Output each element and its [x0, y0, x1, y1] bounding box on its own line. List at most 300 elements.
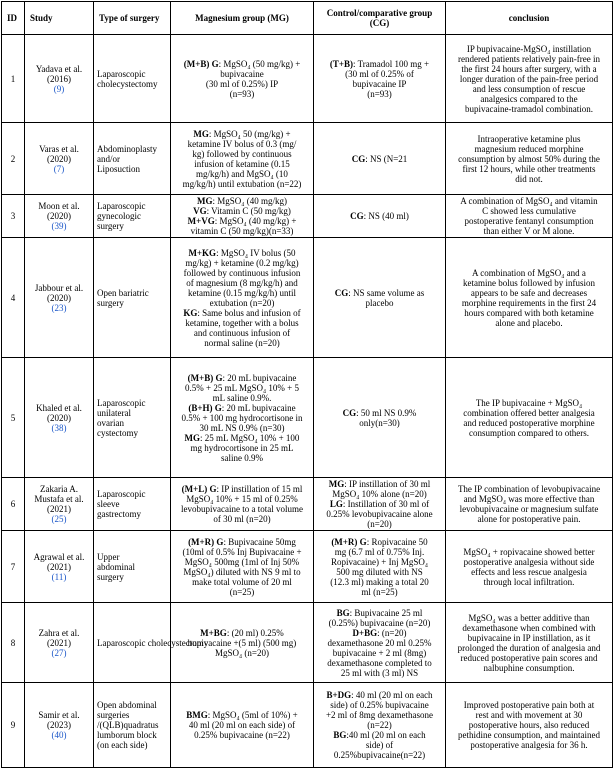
row-control-group [314, 603, 446, 683]
surgery-type-line: surgery [97, 297, 124, 308]
table-row [2, 35, 613, 123]
conclusion-line: postoperative analgesia without side [463, 556, 595, 567]
magnesium-group-line: kg) followed by continuous [192, 148, 292, 159]
row-conclusion [446, 35, 613, 123]
table-row [2, 238, 613, 358]
control-group-line: 25 ml with (3 ml) NS [340, 667, 419, 678]
conclusion-line: The IP combination of levobupivacaine [457, 484, 601, 494]
magnesium-group-line: (M+L) G: IP instillation of 15 ml [181, 484, 303, 494]
row-control-group [314, 123, 446, 195]
magnesium-group-line: bupivacaine [220, 68, 264, 79]
study-reference: (27) [51, 647, 67, 658]
header-control-group: Control/comparative group (CG) [314, 2, 446, 35]
study-year: (2021) (27) [27, 638, 91, 658]
conclusion-line: Improved postoperative pain both at [463, 700, 595, 710]
magnesium-group-line: mg/kg/h) and MgSO₄ (10 [196, 168, 288, 179]
row-id: 1 [2, 35, 25, 123]
control-group-line: CG: 50 ml NS 0.9% [342, 407, 417, 418]
control-group-line: CG: NS same volume as [334, 287, 425, 298]
study-lines [27, 283, 91, 313]
magnesium-group-label: MG [193, 128, 209, 139]
table-row [2, 531, 613, 603]
control-group-label: MG [328, 479, 345, 489]
magnesium-group-line: 40 ml (20 ml on each side) of [188, 720, 296, 730]
header-conclusion: conclusion [446, 2, 613, 35]
surgery-type-line: surgeries [97, 710, 130, 720]
control-group-line: 500 mg diluted with NS [336, 566, 423, 577]
study-lines [27, 628, 91, 658]
magnesium-group-line: infusion of ketamine (0.15 [194, 158, 290, 169]
conclusion-line: effects and less rescue analgesia [471, 566, 587, 577]
row-magnesium-group [171, 603, 314, 683]
control-group-lines [316, 408, 443, 428]
conclusion-line: ketamine bolus followed by infusion [463, 277, 595, 288]
surgery-type-line: Liposuction [97, 163, 140, 174]
surgery-type-lines [97, 288, 168, 308]
conclusion-line: consumption compared to others. [469, 427, 589, 438]
row-surgery-type [94, 683, 171, 768]
conclusion-line: hours compared with both ketamine [464, 307, 594, 318]
control-group-line: bupivacaine + 2 ml (8mg) [332, 647, 427, 658]
row-surgery-type [94, 123, 171, 195]
row-conclusion [446, 603, 613, 683]
row-study [25, 683, 94, 768]
study-name: Zahra et al. [38, 627, 80, 638]
row-surgery-type [94, 358, 171, 478]
magnesium-group-label: M+KG [188, 247, 217, 258]
control-group-label: CG [350, 211, 364, 221]
magnesium-group-line: MgSO₄ (n=20) [215, 647, 269, 658]
control-group-line: (M+R) G: Ropivacaine 50 [331, 536, 428, 547]
magnesium-group-line: extubation (n=20) [209, 297, 275, 308]
conclusion-line: bupivacaine in IP instillation, as it [467, 632, 591, 643]
magnesium-group-label: KG [183, 307, 198, 318]
row-conclusion [446, 238, 613, 358]
row-surgery-type [94, 35, 171, 123]
magnesium-group-label: (M+B) G [187, 372, 223, 383]
conclusion-line: than either V or M alone. [483, 226, 575, 236]
control-group-line: BG: Bupivacaine 25 ml [336, 607, 423, 618]
control-group-line: (n=22) [367, 720, 392, 730]
control-group-line: dexamethasone completed to [327, 657, 432, 668]
control-group-line: MgSO₄ 10% alone (n=20) [332, 489, 427, 499]
study-lines [27, 64, 91, 94]
conclusion-line: postoperative fentanyl consumption [464, 216, 594, 226]
study-reference: (9) [53, 83, 65, 94]
surgery-type-line: Laparoscopic cholecystectomy [97, 637, 209, 648]
magnesium-group-label: BMG [186, 710, 208, 720]
surgery-type-line: Open bariatric [97, 287, 149, 298]
conclusion-line: prolonged the duration of analgesia and [457, 642, 601, 653]
study-year: (2021) (11) [27, 562, 91, 582]
row-study [25, 478, 94, 531]
row-conclusion [446, 123, 613, 195]
conclusion-line: longer duration of the pain-free period [459, 73, 599, 84]
magnesium-group-line: mL saline 0.9%. [212, 392, 272, 403]
control-group-line: (n=20) [367, 519, 392, 529]
study-name-cont: Mustafa et al. [34, 494, 84, 504]
control-group-lines [316, 690, 443, 760]
row-control-group [314, 683, 446, 768]
surgery-type-lines [97, 398, 168, 438]
magnesium-group-label: M+BG [200, 627, 227, 638]
control-group-label: (T+B) [329, 58, 354, 69]
conclusion-lines [448, 613, 610, 673]
magnesium-group-line: (M+B) G: MgSO₄ (50 mg/kg) + [183, 58, 301, 69]
conclusion-line: and MgSO₄ was more effective than [463, 494, 595, 504]
surgery-type-line: gynecologic [97, 211, 141, 221]
row-control-group [314, 358, 446, 478]
control-group-line: (0.25%) bupivacaine (n=20) [328, 617, 431, 628]
magnesium-group-line: mg hydrocortisone in 25 mL [190, 442, 294, 453]
control-group-line: Ropivacaine) + Inj MgSO₄ [331, 556, 428, 567]
conclusion-line: IP bupivacaine-MgSO₄ instillation [466, 43, 592, 54]
magnesium-group-line: (10ml of 0.5% Inj Bupivacaine + [182, 546, 302, 557]
control-group-label: (M+R) G [331, 536, 367, 547]
magnesium-group-lines [173, 373, 311, 463]
surgery-type-line: /(QLB)quadratus [97, 720, 159, 730]
magnesium-group-label: MG [197, 196, 213, 206]
control-group-line: 0.25%bupivacaine(n=22) [333, 750, 426, 760]
surgery-type-lines [97, 201, 168, 231]
control-group-label: CG [351, 153, 366, 164]
conclusion-line: first 12 hours, while other treatments [462, 163, 596, 174]
conclusion-line: appears to be safe and decreases [470, 287, 588, 298]
control-group-line: CG: NS (N=21 [351, 153, 408, 164]
study-year: (2021) (25) [27, 504, 91, 524]
control-group-line: only(n=30) [359, 417, 400, 428]
row-magnesium-group [171, 195, 314, 238]
conclusion-line: C showed less cumulative [482, 206, 576, 216]
row-id: 4 [2, 238, 25, 358]
row-id: 3 [2, 195, 25, 238]
row-id: 6 [2, 478, 25, 531]
row-surgery-type [94, 195, 171, 238]
conclusion-line: bupivacaine-tramadol combination. [465, 103, 593, 114]
surgery-type-line: and/or [97, 153, 120, 164]
magnesium-group-label: VG [193, 206, 207, 216]
magnesium-group-line: M+KG: MgSO₄ IV bolus (50 [188, 247, 296, 258]
study-name: Varas et al. [39, 143, 79, 154]
control-group-label: CG [342, 407, 357, 418]
conclusion-lines [448, 268, 610, 328]
conclusion-line: did not. [515, 173, 543, 184]
surgery-type-lines [97, 552, 168, 582]
conclusion-lines [448, 196, 610, 236]
study-lines [27, 144, 91, 174]
conclusion-line: through local infiltration. [483, 576, 575, 587]
row-study [25, 195, 94, 238]
magnesium-group-lines [173, 537, 311, 597]
magnesium-group-line: VG: Vitamin C (50 mg/kg) [193, 206, 291, 216]
header-study: Study [25, 2, 94, 35]
row-magnesium-group [171, 238, 314, 358]
magnesium-group-line: MG: MgSO₄ 50 (mg/kg) + [193, 128, 291, 139]
magnesium-group-line: normal saline (n=20) [204, 337, 280, 348]
conclusion-line: and reduced postoperative morphine [463, 417, 595, 428]
conclusion-line: alone and placebo. [495, 317, 563, 328]
row-conclusion [446, 531, 613, 603]
row-conclusion [446, 195, 613, 238]
magnesium-group-line: KG: Same bolus and infusion of [183, 307, 301, 318]
magnesium-group-line: vitamin C (50 mg/kg)(n=33) [190, 226, 294, 236]
row-magnesium-group [171, 478, 314, 531]
magnesium-group-label: (M+L) G [181, 484, 217, 494]
magnesium-group-lines [173, 59, 311, 99]
conclusion-lines [448, 44, 610, 114]
magnesium-group-label: (B+H) G [188, 402, 222, 413]
row-study [25, 531, 94, 603]
row-magnesium-group [171, 123, 314, 195]
table-row [2, 358, 613, 478]
magnesium-group-line: followed by continuous infusion [183, 267, 301, 278]
control-group-line: 0.25% levobupivacaine alone [326, 509, 433, 519]
control-group-label: BG [336, 607, 350, 618]
control-group-line: bupivacaine IP [352, 78, 407, 89]
magnesium-group-line: M+VG: MgSO₄ (40 mg/kg) + [187, 216, 297, 226]
study-year: (2020) (7) [27, 154, 91, 174]
table-row [2, 603, 613, 683]
magnesium-group-line: MG: MgSO₄ (40 mg/kg) [197, 196, 287, 206]
row-magnesium-group [171, 35, 314, 123]
magnesium-group-line: (M+R) G: Bupivacaine 50mg [188, 536, 296, 547]
row-study [25, 238, 94, 358]
table-row [2, 683, 613, 768]
surgery-type-line: gastrectomy [97, 509, 141, 519]
row-surgery-type [94, 238, 171, 358]
conclusion-line: A combination of MgSO₄ and a [472, 267, 586, 278]
conclusion-line: The IP bupivacaine + MgSO₄ [475, 397, 583, 408]
magnesium-group-line: ketamine IV bolus of 0.3 (mg/ [187, 138, 297, 149]
conclusion-lines [448, 547, 610, 587]
row-conclusion [446, 358, 613, 478]
magnesium-group-label: MG [184, 432, 201, 443]
row-control-group [314, 531, 446, 603]
row-control-group [314, 238, 446, 358]
study-lines [27, 710, 91, 740]
control-group-lines [316, 537, 443, 597]
study-reference: (40) [51, 730, 67, 740]
magnesium-group-line: MgSO₄ 10% + 15 ml of 0.25% [186, 494, 298, 504]
row-control-group [314, 35, 446, 123]
control-group-lines [316, 479, 443, 529]
control-group-line: ml (n=25) [361, 586, 398, 597]
magnesium-group-lines [173, 710, 311, 740]
magnesium-group-label: (M+B) G [183, 58, 219, 69]
row-magnesium-group [171, 358, 314, 478]
surgery-type-line: Laparoscopic [97, 201, 146, 211]
conclusion-line: MgSO₄ + ropivacaine showed better [463, 546, 595, 557]
control-group-line: MG: IP instillation of 30 ml [328, 479, 431, 489]
magnesium-group-line: of 30 ml (n=20) [213, 514, 271, 524]
surgery-type-line: Laparoscopic [97, 68, 146, 79]
conclusion-lines [448, 134, 610, 184]
study-name: Zakaria A. [40, 484, 78, 494]
conclusion-line: analgesics compared to the [480, 93, 578, 104]
magnesium-group-line: and continuous infusion of [193, 327, 291, 338]
control-group-lines [316, 154, 443, 164]
magnesium-group-lines [173, 484, 311, 524]
surgery-type-line: Open abdominal [97, 700, 157, 710]
conclusion-lines [448, 398, 610, 438]
magnesium-group-line: 30 mL NS 0.9% (n=30) [199, 422, 285, 433]
conclusion-line: rest and with movement at 30 [475, 710, 583, 720]
header-magnesium-group: Magnesium group (MG) [171, 2, 314, 35]
study-lines [27, 552, 91, 582]
magnesium-group-line: (30 ml of 0.25%) IP [205, 78, 279, 89]
magnesium-group-line: MG: 25 mL MgSO₄ 10% + 100 [184, 432, 300, 443]
control-group-lines [316, 59, 443, 99]
surgery-type-line: surgery [97, 221, 124, 231]
study-year: (2020) (38) [27, 413, 91, 433]
control-group-line: +2 ml of 8mg dexamethasone [325, 710, 434, 720]
study-year: (2016) (9) [27, 74, 91, 94]
magnesium-group-line: ketamine (0.15 mg/kg/h) until [188, 287, 296, 298]
control-group-line: (n=93) [367, 88, 392, 99]
study-reference: (11) [51, 571, 67, 582]
conclusion-lines [448, 700, 610, 750]
magnesium-group-line: (M+B) G: 20 mL bupivacaine [187, 372, 297, 383]
study-name: Khaled et al. [36, 402, 82, 413]
study-name: Agrawal et al. [33, 551, 85, 562]
surgery-type-line: cholecystectomy [97, 78, 158, 89]
header-id: ID [2, 2, 25, 35]
magnesium-group-line: make total volume of 20 ml [192, 576, 292, 587]
table-row [2, 123, 613, 195]
control-group-line: (T+B): Tramadol 100 mg + [329, 58, 430, 69]
control-group-label: D+BG [352, 627, 378, 638]
row-study [25, 35, 94, 123]
surgery-type-line: Abdominoplasty [97, 143, 157, 154]
study-name: Yadava et al. [35, 63, 83, 74]
study-reference: (38) [51, 422, 67, 433]
header-type-of-surgery: Type of surgery [94, 2, 171, 35]
row-magnesium-group [171, 683, 314, 768]
study-reference: (7) [53, 163, 65, 174]
surgery-type-line: surgery [97, 571, 124, 582]
control-group-line: LG: Instillation of 30 ml of [329, 499, 430, 509]
magnesium-group-lines [173, 628, 311, 658]
study-name: Samir et al. [38, 710, 80, 720]
magnesium-group-line: of magnesium (8 mg/kg/h) and [186, 277, 298, 288]
studies-table [1, 1, 613, 768]
magnesium-group-line: mg/kg) + ketamine (0.2 mg/kg) [185, 257, 299, 268]
surgery-type-line: ovarian [97, 417, 124, 428]
magnesium-group-line: BMG: MgSO₄ (5ml of 10%) + [186, 710, 298, 720]
magnesium-group-lines [173, 248, 311, 348]
conclusion-line: reduced postoperative pain scores and [460, 652, 598, 663]
row-id: 2 [2, 123, 25, 195]
surgery-type-line: sleeve [97, 499, 120, 509]
row-study [25, 358, 94, 478]
study-reference: (39) [51, 221, 67, 231]
control-group-label: BG [333, 730, 347, 740]
control-group-lines [316, 608, 443, 678]
conclusion-line: combination offered better analgesia [463, 407, 595, 418]
magnesium-group-line: 0.5% + 100 mg hydrocortisone in [181, 412, 303, 423]
conclusion-line: A combination of MgSO₄ and vitamin [460, 196, 598, 206]
row-study [25, 603, 94, 683]
magnesium-group-line: ketamine, together with a bolus [185, 317, 299, 328]
control-group-line: dexamethasone 20 ml 0.25% [327, 637, 432, 648]
control-group-line: side) of [365, 740, 394, 750]
row-control-group [314, 478, 446, 531]
control-group-lines [316, 211, 443, 221]
row-id: 9 [2, 683, 25, 768]
control-group-line: CG: NS (40 ml) [350, 211, 409, 221]
control-group-line: mg (6.7 ml of 0.75% Inj. [334, 546, 425, 557]
magnesium-group-line: (n=93) [229, 88, 255, 99]
surgery-type-line: unilateral [97, 407, 131, 418]
magnesium-group-label: M+VG [187, 216, 215, 226]
study-reference: (25) [51, 514, 67, 524]
row-magnesium-group [171, 531, 314, 603]
conclusion-line: the first 24 hours after surgery, with a [461, 63, 597, 74]
magnesium-group-line: M+BG: (20 ml) 0.25% [200, 627, 284, 638]
surgery-type-line: lumborum block [97, 730, 157, 740]
surgery-type-lines [97, 489, 168, 519]
magnesium-group-line: MgSO₄ 500mg (1ml of Inj 50% [184, 556, 300, 567]
magnesium-group-line: (n=25) [229, 586, 255, 597]
study-name: Moon et al. [38, 201, 80, 211]
row-id: 8 [2, 603, 25, 683]
magnesium-group-line: (B+H) G: 20 mL bupivacaine [188, 402, 296, 413]
row-id: 5 [2, 358, 25, 478]
row-surgery-type [94, 603, 209, 683]
surgery-type-lines [97, 700, 168, 750]
conclusion-line: MgSO₄ was a better additive than [468, 612, 590, 623]
study-reference: (23) [51, 302, 67, 313]
conclusion-line: alone for postoperative pain. [477, 514, 581, 524]
control-group-line: placebo [365, 297, 394, 308]
magnesium-group-lines [173, 129, 311, 189]
surgery-type-line: cystectomy [97, 427, 138, 438]
surgery-type-line: Laparoscopic [97, 397, 146, 408]
surgery-type-lines [97, 144, 168, 174]
magnesium-group-line: mg/kg/h) until extubation (n=22) [182, 178, 302, 189]
surgery-type-line: abdominal [97, 561, 135, 572]
control-group-line: D+BG: (n=20) [352, 627, 407, 638]
table-row [2, 478, 613, 531]
study-name: Jabbour et al. [34, 282, 84, 293]
control-group-line: side) of 0.25% bupivacaine [330, 700, 429, 710]
magnesium-group-line: levobupivacaine to a total volume [181, 504, 303, 514]
control-group-line: (30 ml of 0.25% of [345, 68, 414, 79]
surgery-type-line: Upper [97, 551, 120, 562]
row-conclusion [446, 683, 613, 768]
row-surgery-type [94, 531, 171, 603]
row-control-group [314, 195, 446, 238]
study-year: (2020) (23) [27, 293, 91, 313]
study-year: (2020) (39) [27, 211, 91, 231]
surgery-type-line: Laparoscopic [97, 489, 146, 499]
magnesium-group-line: MgSO₄) diluted with NS 9 ml to [183, 566, 301, 577]
surgery-type-lines [97, 637, 209, 648]
table-row [2, 195, 613, 238]
conclusion-line: nalbuphine consumption. [483, 662, 575, 673]
study-year: (2023) (40) [27, 720, 91, 740]
magnesium-group-label: (M+R) G [188, 536, 224, 547]
magnesium-group-line: saline 0.9% [221, 452, 263, 463]
magnesium-group-line: 0.5% + 25 mL MgSO₄ 10% + 5 [185, 382, 299, 393]
conclusion-line: Intraoperative ketamine plus [477, 133, 581, 144]
conclusion-line: consumption by almost 50% during the [458, 153, 600, 164]
control-group-line: BG:40 ml (20 ml on each [333, 730, 426, 740]
header-row [2, 2, 613, 35]
study-lines [27, 484, 91, 524]
conclusion-line: dexamethasone when combined with [462, 622, 596, 633]
row-id: 7 [2, 531, 25, 603]
